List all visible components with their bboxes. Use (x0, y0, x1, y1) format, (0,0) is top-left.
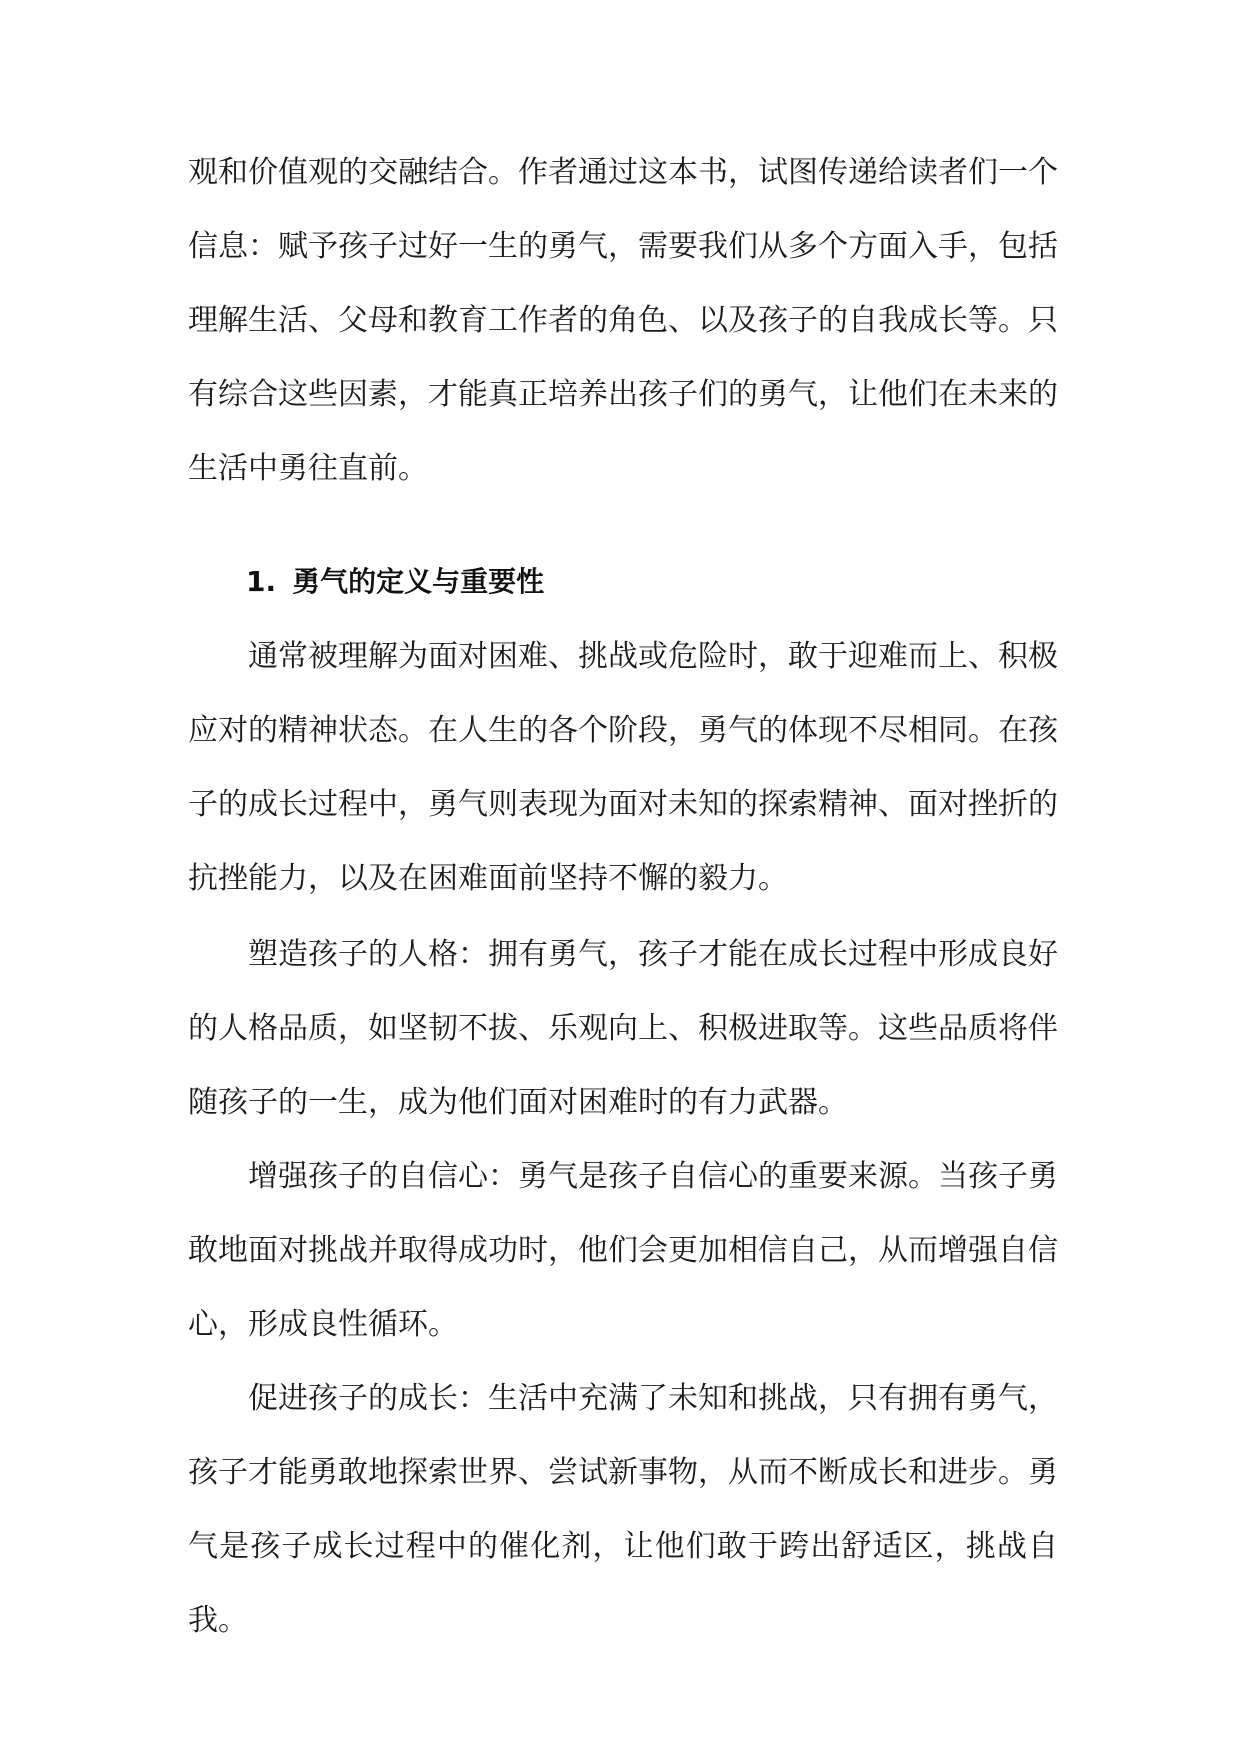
section-title: 勇气的定义与重要性 (292, 565, 545, 598)
paragraph-definition: 通常被理解为面对困难、挑战或危险时，敢于迎难而上、积极应对的精神状态。在人生的各个阶段，勇气的体现不尽相同。在孩子的成长过程中，勇气则表现为面对未知的探索精神、面对挫折的抗挫能力，以及在困难面前坚持不懈的毅力。 (188, 639, 1058, 896)
section-heading (246, 545, 544, 619)
paragraph-personality: 塑造孩子的人格：拥有勇气，孩子才能在成长过程中形成良好的人格品质，如坚韧不拔、乐观向上、积极进取等。这些品质将伴随孩子的一生，成为他们面对困难时的有力武器。 (188, 937, 1058, 1120)
intro-paragraph: 观和价值观的交融结合。作者通过这本书，试图传递给读者们一个信息：赋予孩子过好一生的勇气，需要我们从多个方面入手，包括理解生活、父母和教育工作者的角色、以及孩子的自我成长等。只有综合这些因素，才能真正培养出孩子们的勇气，让他们在未来的生活中勇往直前。 (188, 155, 1058, 486)
section-number: 1. (246, 565, 277, 598)
paragraph-confidence: 增强孩子的自信心：勇气是孩子自信心的重要来源。当孩子勇敢地面对挑战并取得成功时，他们会更加相信自己，从而增强自信心，形成良性循环。 (188, 1159, 1058, 1342)
paragraph-growth: 促进孩子的成长：生活中充满了未知和挑战，只有拥有勇气，孩子才能勇敢地探索世界、尝试新事物，从而不断成长和进步。勇气是孩子成长过程中的催化剂，让他们敢于跨出舒适区，挑战自我。 (188, 1381, 1058, 1638)
